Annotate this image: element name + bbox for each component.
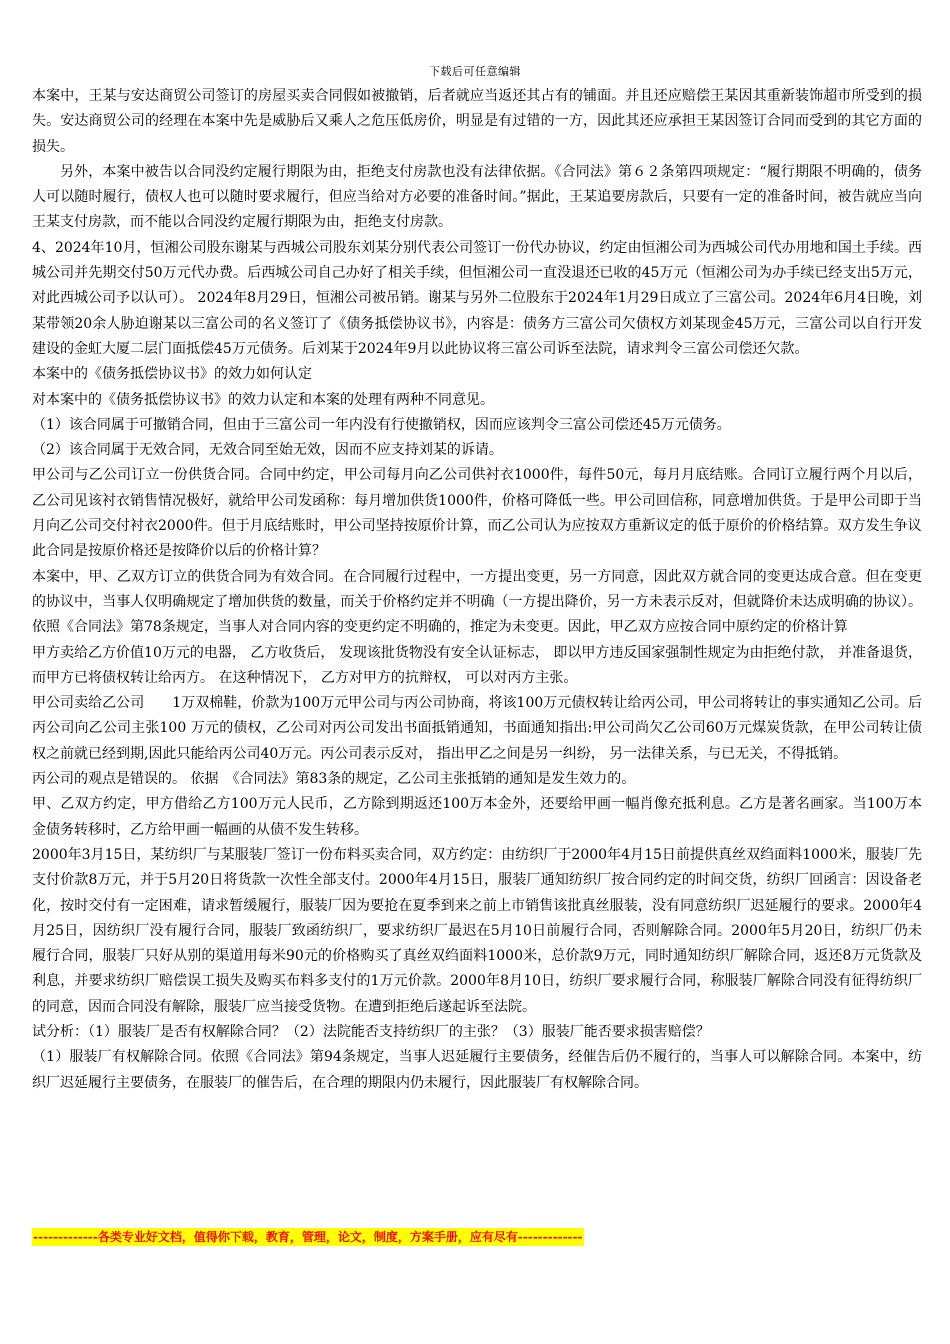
paragraph-restitution: 本案中，王某与安达商贸公司签订的房屋买卖合同假如被撤销，后者就应当返还其占有的铺面。并且还应赔偿王某因其重新装饰超市所受到的损失。安达商贸公司的经理在本案中先是威胁后又乘人之危压低房价，明显是有过错的一方，因此其还应承担王某因签订合同而受到的其它方面的损失。 <box>32 88 922 155</box>
paragraph-opinion-1: （1）该合同属于可撤销合同，但由于三富公司一年内没有行使撤销权，因而应该判令三富公司偿还45万元债务。 <box>32 416 731 433</box>
page-header: 下载后可任意编辑 <box>429 65 521 78</box>
paragraph-offset-answer: 丙公司的观点是错误的。 依据 《合同法》第83条的规定，乙公司主张抵销的通知是发生效力的。 <box>32 771 636 788</box>
paragraph-price-question: 此合同是按原价格还是按降价以后的价格计算？ <box>32 543 326 560</box>
paragraph-analysis-answer: （1）服装厂有权解除合同。依照《合同法》第94条规定，当事人迟延履行主要债务，经催告后仍不履行的，当事人可以解除合同。本案中，纺织厂迟延履行主要债务，在服装厂的催告后，在合理的期限内仍未履行，因此服装厂有权解除合同。 <box>32 1049 922 1091</box>
paragraph-opinions: 对本案中的《债务抵偿协议书》的效力认定和本案的处理有两种不同意见。 <box>32 391 494 408</box>
paragraph-opinion-2: （2）该合同属于无效合同，无效合同至始无效，因而不应支持刘某的诉请。 <box>32 442 503 459</box>
paragraph-price-answer: 本案中，甲、乙双方订立的供货合同为有效合同。在合同履行过程中，一方提出变更，另一方同意，因此双方就合同的变更达成合意。但在变更的协议中，当事人仅明确规定了增加供货的数量，而关于价格约定并不明确（一方提出降价，另一方未表示反对，但就降价未达成明确的协议）。依照《合同法》第78条规定，当事人对合同内容的变更约定不明确的，推定为未变更。因此，甲乙双方应按合同中原约定的价格计算 <box>32 568 922 636</box>
paragraph-cotton-shoes: 甲公司卖给乙公司 1万双棉鞋，价款为100万元甲公司与丙公司协商，将该100万元债权转让给丙公司，甲公司将转让的事实通知乙公司。后丙公司向乙公司主张100 万元的债权，乙公司对丙公司发出书面抵销通知，书面通知指出:甲公司尚欠乙公司60万元煤炭货款，在甲公司转让债权之前就已经到期,因此只能给丙公司40万元。丙公司表示反对， 指出甲乙之间是另一纠纷， 另一法律关系，与已无关，不得抵销。 <box>32 695 922 762</box>
footer-banner: -------------各类专业好文档，值得你下载，教育，管理，论文，制度，方案手册，应有尽有------------- <box>33 1230 583 1244</box>
paragraph-case-4: 4、2024年10月，恒湘公司股东谢某与西城公司股东刘某分别代表公司签订一份代办协议，约定由恒湘公司为西城公司代办用地和国土手续。西城公司并先期交付50万元代办费。后西城公司自己办好了相关手续，但恒湘公司一直没退还已收的45万元（恒湘公司为办手续已经支出5万元，对此西城公司予以认可）。 2024年8月29日，恒湘公司被吊销。谢某与另外二位股东于2024年1月29日成立了三富公司。2024年6月4日晚，刘某带领20余人胁迫谢某以三富公司的名义签订了《债务抵偿协议书》，内容是：债务方三富公司欠债权方刘某现金45万元，三富公司以自行开发建设的金虹大厦二层门面抵偿45万元债务。后刘某于2024年9月以此协议将三富公司诉至法院，请求判令三富公司偿还欠款。 <box>32 239 922 357</box>
document-body <box>32 84 922 1096</box>
paragraph-textile-case: 2000年3月15日，某纺织厂与某服装厂签订一份布料买卖合同，双方约定：由纺织厂于2000年4月15日前提供真丝双绉面料1000米，服装厂先支付价款8万元，并于5月20日将货款一次性全部支付。2000年4月15日，服装厂通知纺织厂按合同约定的时间交货，纺织厂回函言：因设备老化，按时交付有一定困难，请求暂缓履行，服装厂因为要抢在夏季到来之前上市销售该批真丝服装，没有同意纺织厂迟延履行的要求。2000年4月25日，因纺织厂没有履行合同，服装厂致函纺织厂，要求纺织厂最迟在5月10日前履行合同，否则解除合同。2000年5月20日，纺织厂仍未履行合同，服装厂只好从别的渠道用每米90元的价格购买了真丝双绉面料1000米，总价款9万元，同时通知纺织厂解除合同，返还8万元货款及利息，并要求纺织厂赔偿误工损失及购买布料多支付的1万元价款。2000年8月10日，纺织厂要求履行合同，称服装厂解除合同没有征得纺织厂的同意，因而合同没有解除，服装厂应当接受货物。在遭到拒绝后遂起诉至法院。 <box>32 846 922 1015</box>
paragraph-analysis-questions: 试分析：（1）服装厂是否有权解除合同？（2）法院能否支持纺织厂的主张？（3）服装厂能否要求损害赔偿？ <box>32 1023 710 1040</box>
paragraph-portrait: 甲、乙双方约定，甲方借给乙方100万元人民币，乙方除到期返还100万本金外，还要给甲画一幅肖像充抵利息。乙方是著名画家。当100万本金债务转移时，乙方给甲画一幅画的从债不发生转移。 <box>32 796 922 838</box>
paragraph-electronics: 甲方卖给乙方价值10万元的电器， 乙方收货后， 发现该批货物没有安全认证标志， 即以甲方违反国家强制性规定为由拒绝付款， 并准备退货， 而甲方已将债权转让给丙方。 在这种情况下， 乙方对甲方的抗辩权， 可以对丙方主张。 <box>32 644 922 686</box>
paragraph-question: 本案中的《债务抵偿协议书》的效力如何认定 <box>32 366 312 383</box>
paragraph-payment-deadline: 另外，本案中被告以合同没约定履行期限为由，拒绝支付房款也没有法律依据。《合同法》第６２条第四项规定：“履行期限不明确的，债务人可以随时履行，债权人也可以随时要求履行，但应当给对方必要的准备时间。”据此，王某追要房款后，只要有一定的准备时间，被告就应当向王某支付房款，而不能以合同没约定履行期限为由，拒绝支付房款。 <box>32 163 922 231</box>
paragraph-supply-contract: 甲公司与乙公司订立一份供货合同。合同中约定，甲公司每月向乙公司供衬衣1000件，每件50元，每月月底结账。合同订立履行两个月以后，乙公司见该衬衣销售情况极好，就给甲公司发函称：每月增加供货1000件，价格可降低一些。甲公司回信称，同意增加供货。于是甲公司即于当月向乙公司交付衬衣2000件。但于月底结账时，甲公司坚持按原价计算，而乙公司认为应按双方重新议定的低于原价的价格结算。双方发生争议 <box>32 467 922 535</box>
